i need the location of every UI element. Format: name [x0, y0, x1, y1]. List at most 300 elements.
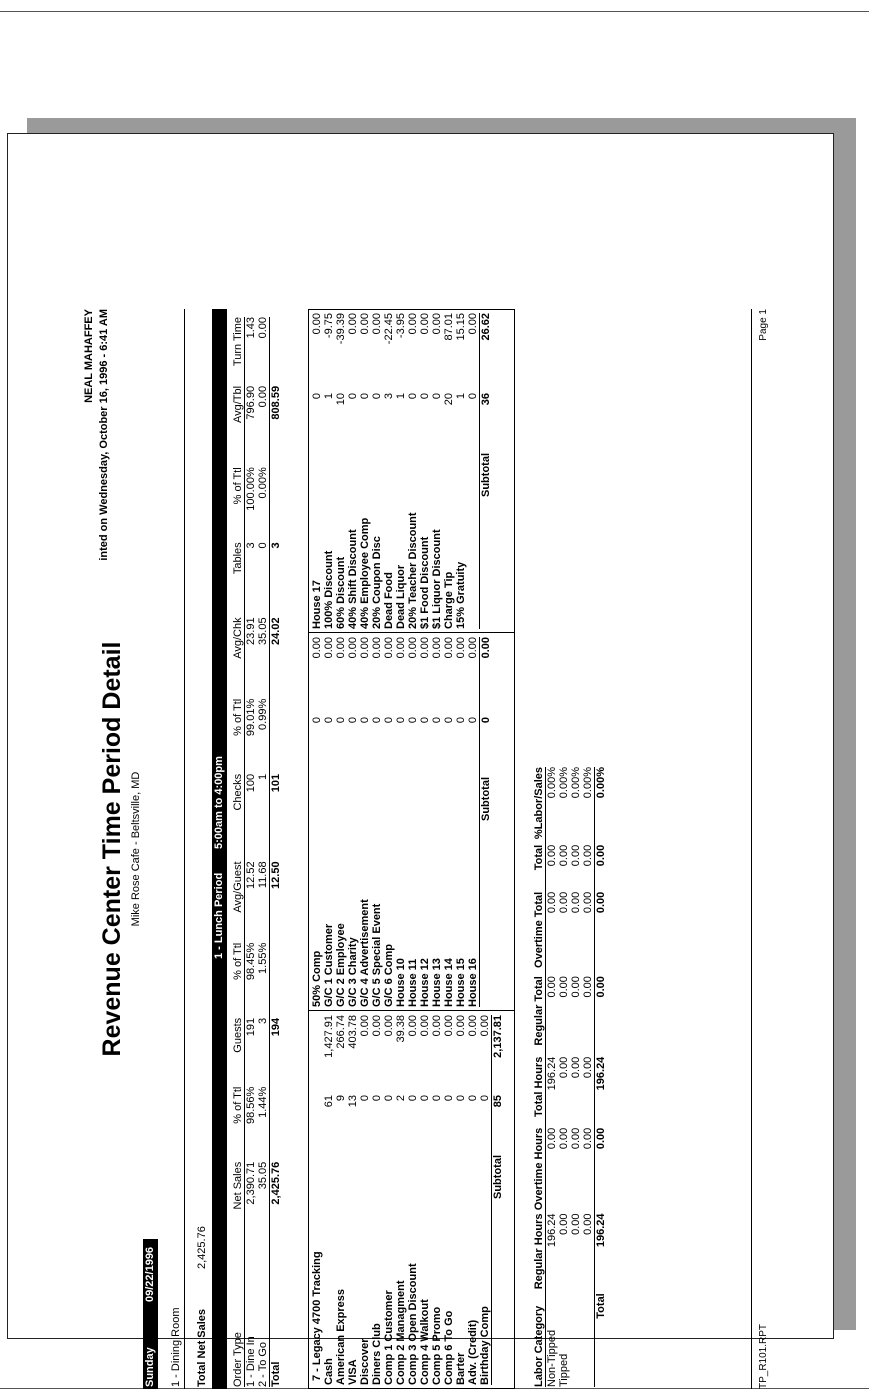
- order-header-cell: Avg/Guest: [232, 861, 245, 942]
- order-row: [257, 317, 270, 1387]
- period-time: 5:00am to 4:00pm: [213, 756, 225, 849]
- labor-cell: 0.00%: [570, 767, 582, 799]
- tracking-amount: 0.00: [443, 637, 455, 659]
- tracking-count: 0: [431, 1095, 443, 1102]
- order-cell: 1: [257, 774, 270, 862]
- tracking-row: [335, 637, 347, 1007]
- labor-header-cell: Total: [533, 845, 546, 892]
- tracking-row: [431, 637, 443, 1007]
- tracking-count: 0: [431, 717, 443, 724]
- tracking-amount: 0.00: [359, 313, 371, 335]
- tracking-amount: -22.45: [383, 313, 395, 345]
- tracking-name: Comp 6 To Go: [443, 1310, 455, 1385]
- tracking-subtotal-row: [492, 1015, 505, 1385]
- labor-cell: 0.00: [546, 844, 558, 867]
- labor-cell: 0.00%: [558, 767, 570, 799]
- tracking-count: 0: [467, 1095, 479, 1102]
- tracking-subtotal-amount: 2,137.81: [492, 1015, 504, 1058]
- tracking-amount: 0.00: [419, 637, 431, 659]
- period-label: 1 - Lunch Period: [213, 872, 225, 959]
- tracking-amount: 87.01: [443, 313, 455, 341]
- tracking-name: American Express: [335, 1289, 347, 1385]
- tracking-row: [407, 1015, 419, 1385]
- tracking-row: [407, 637, 419, 1007]
- labor-cell: 0.00: [570, 844, 582, 867]
- labor-cell: 0.00: [570, 976, 582, 998]
- labor-cell: 0.00: [582, 892, 595, 976]
- tracking-amount: 0.00: [443, 1015, 455, 1037]
- tracking-count: 0: [347, 717, 359, 724]
- tracking-row: [383, 637, 395, 1007]
- order-cell: 12.52: [245, 861, 257, 889]
- order-cell: 11.68: [257, 861, 270, 942]
- labor-cell: 0.00: [582, 1057, 595, 1128]
- tracking-amount: 0.00: [419, 1015, 431, 1037]
- tracking-column-1: [323, 1015, 504, 1385]
- labor-cell: 196.24: [546, 1056, 558, 1091]
- tracking-row: [419, 1015, 431, 1385]
- tracking-divider-1: [308, 1010, 515, 1011]
- tracking-row: [407, 313, 419, 629]
- order-cell: 35.05: [257, 1162, 270, 1250]
- order-header-cell: % of Ttl: [232, 1087, 245, 1162]
- tracking-name: 50% Comp: [311, 950, 323, 1007]
- tracking-count: 0: [311, 393, 323, 400]
- tracking-amount: 0.00: [347, 637, 359, 659]
- period-bar: [212, 309, 227, 1389]
- tracking-subtotal-count: 36: [480, 393, 492, 406]
- order-header-cell: Avg/Chk: [232, 617, 245, 698]
- tracking-amount: 403.78: [347, 1015, 359, 1049]
- labor-row: [582, 767, 595, 1387]
- tracking-amount: 0.00: [359, 637, 371, 659]
- order-total-cell: [270, 317, 283, 386]
- tracking-count: 0: [407, 393, 419, 400]
- order-total-cell: 194: [270, 1017, 282, 1037]
- tracking-row: [371, 313, 383, 629]
- divider: [184, 309, 185, 1389]
- date-label: 09/22/1996: [144, 1246, 156, 1302]
- labor-total-cell: 196.24: [595, 1213, 607, 1248]
- tracking-amount: 0.00: [431, 637, 443, 659]
- tracking-row: [371, 1015, 383, 1385]
- labor-row: [558, 767, 570, 1387]
- tracking-row: [455, 1015, 467, 1385]
- tracking-row: [383, 1015, 395, 1385]
- tracking-count: 3: [383, 393, 395, 400]
- tracking-row: [443, 637, 455, 1007]
- tracking-name: G/C 5 Special Event: [371, 903, 383, 1007]
- tracking-amount: 0.00: [383, 637, 395, 659]
- order-total-cell: [270, 943, 283, 1018]
- tracking-count: 0: [335, 717, 347, 724]
- tracking-amount: 15.15: [455, 313, 467, 341]
- tracking-column-2: [311, 637, 492, 1007]
- tracking-count: 13: [347, 1095, 359, 1108]
- labor-total-cell: 0.00%: [595, 767, 607, 799]
- order-cell: 191: [245, 1017, 257, 1037]
- tracking-amount: 266.74: [335, 1015, 347, 1049]
- order-cell: 23.91: [245, 617, 257, 645]
- order-cell: 98.45%: [245, 942, 257, 981]
- tracking-name: G/C 4 Advertisement: [359, 899, 371, 1007]
- labor-row: [570, 767, 582, 1387]
- tracking-row: [467, 637, 480, 1007]
- labor-cell: 196.24: [546, 1213, 558, 1248]
- order-cell: 0.00%: [257, 467, 270, 542]
- tracking-count: 0: [455, 717, 467, 724]
- tracking-amount: 0.00: [335, 637, 347, 659]
- tracking-row: [395, 1015, 407, 1385]
- tracking-subtotal-amount: 0.00: [480, 637, 492, 659]
- labor-header-cell: %Labor/Sales: [533, 767, 546, 845]
- tracking-row: [359, 1015, 371, 1385]
- tracking-name: Cash: [323, 1358, 335, 1385]
- day-bar: [143, 1239, 158, 1389]
- labor-header-cell: Regular Total: [533, 976, 546, 1057]
- order-header-cell: % of Ttl: [232, 943, 245, 1018]
- order-cell: 2 - To Go: [257, 1249, 270, 1387]
- labor-cell: 0.00: [570, 891, 582, 914]
- tracking-count: 0: [407, 1095, 419, 1102]
- day-label: Sunday: [144, 1347, 156, 1387]
- order-total-cell: 101: [270, 773, 282, 793]
- tracking-name: 20% Coupon Disc: [371, 536, 383, 629]
- tracking-count: 0: [467, 717, 480, 777]
- labor-cell: 0.00: [570, 1127, 582, 1150]
- tracking-name: VISA: [347, 1359, 359, 1385]
- tracking-name: Dead Food: [383, 572, 395, 629]
- tracking-row: [311, 637, 323, 1007]
- tracking-row: [443, 1015, 455, 1385]
- tracking-row: [323, 1015, 335, 1385]
- labor-cell: 0.00: [570, 1056, 582, 1079]
- tracking-amount: 0.00: [407, 1015, 419, 1037]
- tracking-row: [347, 313, 359, 629]
- tracking-name: Diners Club: [371, 1323, 383, 1385]
- tracking-name: G/C 1 Customer: [323, 923, 335, 1007]
- order-cell: 1 - Dine In: [245, 1336, 257, 1387]
- tracking-name: Birthday Comp: [479, 1155, 492, 1385]
- tracking-row: [335, 1015, 347, 1385]
- tracking-amount: 0.00: [407, 637, 419, 659]
- tracking-count: 0: [431, 393, 443, 400]
- order-total-cell: 2,425.76: [270, 1161, 282, 1205]
- labor-cell: 0.00: [558, 1127, 570, 1150]
- tracking-name: [467, 453, 480, 629]
- tracking-name: Comp 5 Promo: [431, 1306, 443, 1385]
- tracking-name: $1 Liquor Discount: [431, 529, 443, 629]
- order-header-cell: % of Ttl: [232, 467, 245, 542]
- tracking-name: G/C 2 Employee: [335, 923, 347, 1007]
- order-cell: 100.00%: [245, 467, 257, 511]
- top-rule: [0, 11, 869, 12]
- order-total-cell: 24.02: [270, 617, 282, 645]
- tracking-count: 9: [335, 1095, 347, 1102]
- tracking-count: 1: [395, 393, 407, 400]
- tracking-count: 0: [371, 393, 383, 400]
- order-cell: 1.44%: [257, 1087, 270, 1162]
- tracking-name: House 16: [467, 777, 480, 1007]
- tracking-count: 1: [455, 393, 467, 400]
- tracking-amount: 0.00: [419, 313, 431, 335]
- footer-file: TP_R101.RPT: [758, 1323, 769, 1389]
- tracking-count: 0: [383, 1095, 395, 1102]
- tracking-row: [467, 1015, 479, 1385]
- labor-cell: 0.00: [558, 891, 570, 914]
- labor-total-cell: 0.00: [595, 1127, 607, 1150]
- order-header-cell: Order Type: [232, 1249, 245, 1387]
- order-total-cell: [270, 1087, 283, 1162]
- tracking-row: [359, 637, 371, 1007]
- tracking-name: House 11: [407, 958, 419, 1007]
- tracking-count: 0: [359, 393, 371, 400]
- labor-cell: [582, 1293, 595, 1387]
- tracking-amount: 0.00: [311, 313, 323, 335]
- tracking-name: Barter: [455, 1352, 467, 1385]
- labor-cell: 0.00: [546, 891, 558, 914]
- tracking-name: House 10: [395, 958, 407, 1007]
- tracking-name: House 12: [419, 958, 431, 1007]
- tracking-amount: 1,427.91: [323, 1015, 335, 1058]
- order-cell: 98.56%: [245, 1086, 257, 1124]
- tracking-row: [323, 637, 335, 1007]
- tracking-name: Discover: [359, 1338, 371, 1385]
- tracking-name: 40% Employee Comp: [359, 517, 371, 629]
- tracking-row: [455, 637, 467, 1007]
- order-header-cell: % of Ttl: [232, 699, 245, 774]
- tracking-amount: 0.00: [323, 637, 335, 659]
- order-cell: 99.01%: [245, 698, 257, 737]
- labor-header-row: [533, 767, 546, 1387]
- tracking-row: [347, 1015, 359, 1385]
- tracking-subtotal-count: 0: [480, 717, 492, 724]
- tracking-amount: 0.00: [431, 1015, 443, 1037]
- tracking-amount: 0.00: [347, 313, 359, 335]
- tracking-count: 10: [335, 393, 347, 406]
- tracking-count: 0: [443, 1095, 455, 1102]
- tracking-count: 0: [311, 717, 323, 724]
- tracking-name: House 14: [443, 958, 455, 1007]
- labor-total-cell: 196.24: [595, 1056, 607, 1091]
- tracking-row: [419, 637, 431, 1007]
- tracking-row: [383, 313, 395, 629]
- labor-cell: 0.00: [582, 845, 595, 892]
- labor-cell: 0.00%: [546, 767, 558, 799]
- tracking-amount: 39.38: [395, 1015, 407, 1043]
- tracking-name: House 17: [311, 580, 323, 629]
- tracking-name: G/C 6 Comp: [383, 944, 395, 1007]
- report-title: Revenue Center Time Period Detail: [98, 641, 126, 1057]
- total-net-sales-value: 2,425.76: [196, 1226, 208, 1269]
- order-cell: 3: [257, 1018, 270, 1087]
- tracking-row: [419, 313, 431, 629]
- tracking-row: [311, 313, 323, 629]
- order-cell: 796.90: [245, 385, 257, 420]
- tracking-count: 0: [419, 1095, 431, 1102]
- tracking-subtotal-label: Subtotal: [492, 1155, 504, 1199]
- tracking-amount: -9.75: [323, 313, 335, 339]
- labor-cell: 0.00: [546, 976, 558, 998]
- labor-cell: 0.00: [558, 1213, 570, 1235]
- order-cell: 3: [245, 542, 257, 549]
- tracking-count: 0: [455, 1095, 467, 1102]
- report-sheet: [7, 133, 834, 1389]
- tracking-name: 60% Discount: [335, 556, 347, 629]
- tracking-row: [335, 313, 347, 629]
- tracking-name: Comp 1 Customer: [383, 1290, 395, 1385]
- tracking-amount: 0.00: [467, 313, 480, 393]
- tracking-name: Comp 3 Open Discount: [407, 1263, 419, 1385]
- tracking-name: 20% Teacher Discount: [407, 512, 419, 629]
- tracking-count: 0: [419, 717, 431, 724]
- labor-cell: 0.00: [582, 1213, 595, 1293]
- report-subtitle: Mike Rose Cafe - Beltsville, MD: [130, 771, 142, 927]
- tracking-count: 20: [443, 393, 455, 406]
- tracking-subtotal-amount: 26.62: [480, 313, 492, 341]
- tracking-row: [395, 637, 407, 1007]
- tracking-amount: 0.00: [479, 1015, 492, 1095]
- tracking-row: [431, 1015, 443, 1385]
- tracking-count: 0: [371, 1095, 383, 1102]
- order-header-cell: Checks: [232, 774, 245, 862]
- tracking-count: 0: [419, 393, 431, 400]
- tracking-subtotal-label: Subtotal: [480, 453, 492, 497]
- tracking-name: House 15: [455, 958, 467, 1007]
- labor-total-cell: Total: [595, 1293, 607, 1319]
- tracking-row: [371, 637, 383, 1007]
- order-cell: 1.43: [245, 317, 257, 339]
- labor-cell: 0.00: [558, 844, 570, 867]
- tracking-subtotal-count: 85: [492, 1095, 504, 1108]
- tracking-name: House 13: [431, 958, 443, 1007]
- tracking-subtotal-label: Subtotal: [480, 777, 492, 821]
- tracking-amount: 0.00: [407, 313, 419, 335]
- tracking-amount: 0.00: [431, 313, 443, 335]
- tracking-count: 0: [359, 717, 371, 724]
- tracking-row: [323, 313, 335, 629]
- order-cell: 35.05: [257, 617, 270, 698]
- tracking-count: 0: [359, 1095, 371, 1102]
- tracking-amount: 0.00: [383, 1015, 395, 1037]
- labor-cell: 0.00: [582, 1128, 595, 1214]
- tracking-amount: 0.00: [371, 1015, 383, 1037]
- order-total-cell: [270, 699, 283, 774]
- order-header-cell: Avg/Tbl: [232, 386, 245, 467]
- tracking-title: 7 - Legacy 4700 Tracking: [311, 1251, 323, 1381]
- labor-row: [546, 767, 559, 1387]
- tracking-row: [443, 313, 455, 629]
- labor-total-row: [595, 767, 608, 1387]
- tracking-count: 1: [323, 393, 335, 400]
- labor-table: [533, 767, 607, 1387]
- tracking-divider-2: [308, 632, 515, 633]
- order-header-cell: Turn Time: [232, 317, 245, 386]
- labor-cell: [570, 1293, 582, 1387]
- tracking-name: 40% Shift Discount: [347, 529, 359, 629]
- order-header-row: [232, 317, 245, 1387]
- labor-header-cell: Regular Hours: [533, 1213, 546, 1293]
- labor-cell: 0.00: [546, 1127, 558, 1150]
- tracking-name: 15% Gratuity: [455, 561, 467, 629]
- order-total-row: [270, 317, 283, 1387]
- tracking-count: 0: [383, 717, 395, 724]
- tracking-name: Dead Liquor: [395, 564, 407, 629]
- tracking-amount: 0.00: [371, 313, 383, 335]
- tracking-count: 0: [371, 717, 383, 724]
- order-header-cell: Tables: [232, 542, 245, 617]
- tracking-subtotal-row: [480, 313, 493, 629]
- tracking-count: 0: [479, 1095, 492, 1155]
- tracking-row: [347, 637, 359, 1007]
- order-header-cell: Guests: [232, 1018, 245, 1087]
- tracking-amount: 0.00: [359, 1015, 371, 1037]
- labor-header-cell: Total Hours: [533, 1057, 546, 1128]
- tracking-count: 0: [443, 717, 455, 724]
- tracking-amount: 0.00: [311, 637, 323, 659]
- tracking-name: $1 Food Discount: [419, 536, 431, 629]
- labor-cell: 0.00: [558, 1056, 570, 1079]
- total-net-sales-label: Total Net Sales: [196, 1308, 208, 1387]
- tracking-name: Comp 2 Managment: [395, 1280, 407, 1385]
- revenue-center: 1 - Dining Room: [170, 1307, 182, 1387]
- tracking-row: [395, 313, 407, 629]
- order-cell: 100: [245, 773, 257, 793]
- printed-date: inted on Wednesday, October 16, 1996 - 6:41 AM: [98, 309, 110, 561]
- order-cell: 0: [257, 542, 270, 617]
- order-cell: 1.55%: [257, 943, 270, 1018]
- labor-header-cell: Overtime Total: [533, 892, 546, 976]
- labor-cell: 0.00: [558, 976, 570, 998]
- tracking-amount: -39.39: [335, 313, 347, 345]
- order-total-cell: 3: [270, 542, 282, 549]
- tracking-count: 61: [323, 1095, 335, 1108]
- tracking-count: 0: [347, 393, 359, 400]
- tracking-name: 100% Discount: [323, 550, 335, 629]
- order-total-cell: 12.50: [270, 861, 282, 889]
- tracking-column-3: [311, 313, 492, 629]
- tracking-name: Comp 4 Walkout: [419, 1299, 431, 1385]
- tracking-amount: 0.00: [455, 1015, 467, 1037]
- tracking-count: 0: [407, 717, 419, 724]
- tracking-count: 0: [395, 717, 407, 724]
- footer-rule: [751, 309, 752, 1389]
- order-row: [245, 317, 258, 1387]
- tracking-amount: 0.00: [455, 637, 467, 659]
- order-cell: 0.00: [257, 317, 270, 386]
- footer-page: Page 1: [758, 309, 769, 341]
- tracking-name: Charge Tip: [443, 571, 455, 629]
- report-owner: NEAL MAHAFFEY: [83, 309, 95, 403]
- tracking-amount: -3.95: [395, 313, 407, 339]
- labor-cell: 0.00%: [582, 767, 595, 845]
- tracking-amount: 0.00: [467, 1015, 479, 1037]
- tracking-row: [467, 313, 480, 629]
- tracking-count: 0: [323, 717, 335, 724]
- order-total-cell: Total: [270, 1361, 282, 1387]
- order-total-cell: 808.59: [270, 385, 282, 420]
- tracking-row: [479, 1015, 492, 1385]
- labor-total-cell: 0.00: [595, 976, 607, 998]
- labor-total-cell: 0.00: [595, 891, 607, 914]
- labor-cell: Non-Tipped: [546, 1329, 558, 1387]
- tracking-row: [455, 313, 467, 629]
- labor-total-cell: 0.00: [595, 844, 607, 867]
- tracking-amount: 0.00: [467, 637, 480, 717]
- tracking-amount: 0.00: [371, 637, 383, 659]
- labor-cell: 0.00: [582, 976, 595, 1057]
- tracking-name: G/C 3 Charity: [347, 937, 359, 1007]
